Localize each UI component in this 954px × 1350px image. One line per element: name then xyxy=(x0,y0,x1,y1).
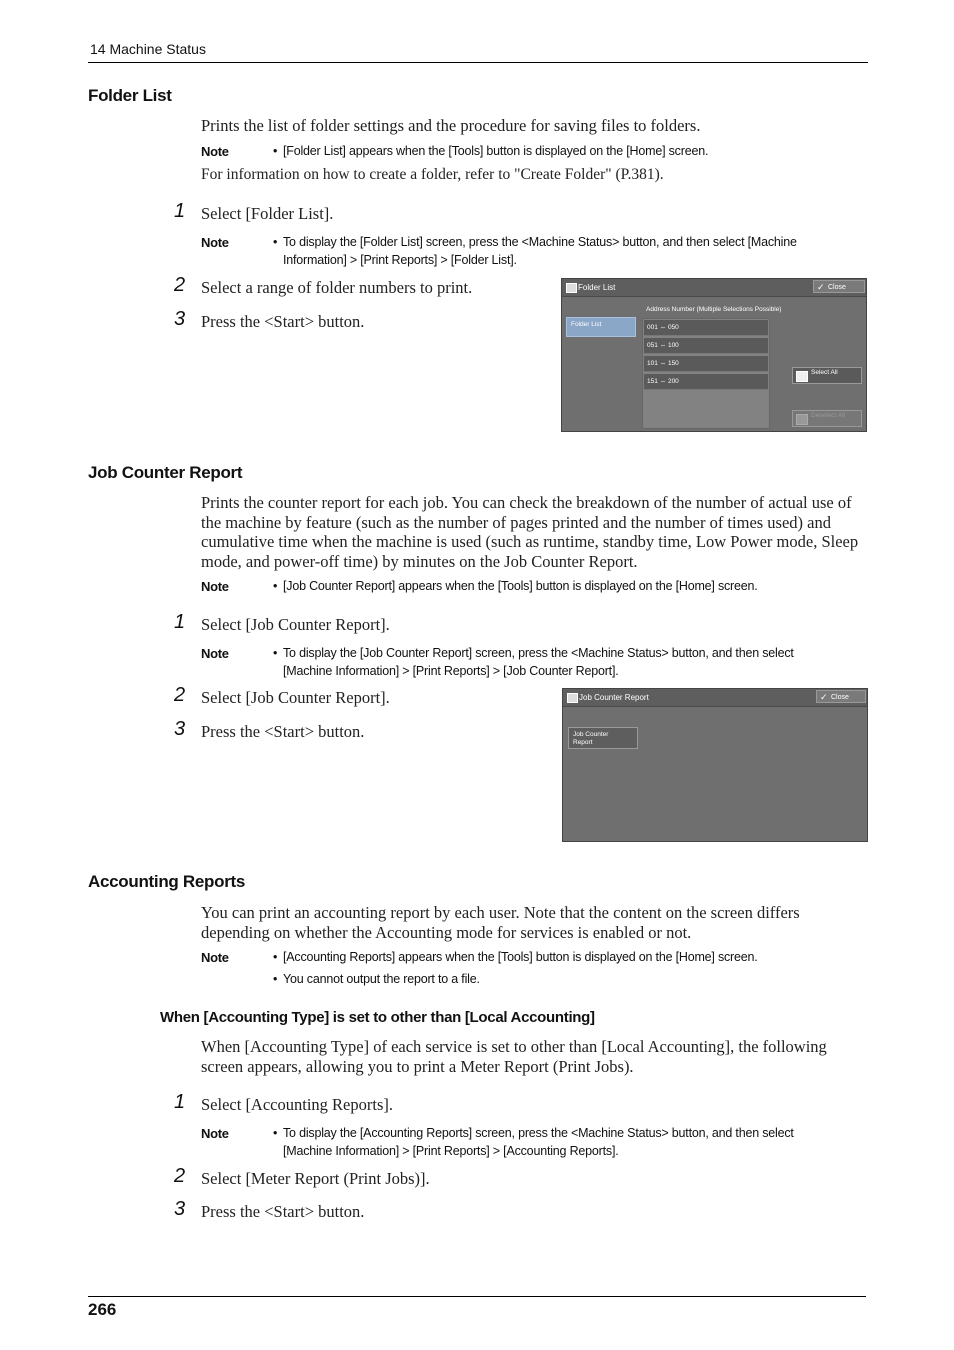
screen-title: Folder List xyxy=(578,283,616,292)
step-number: 3 xyxy=(174,1198,186,1220)
tab-folder-list[interactable]: Folder List xyxy=(566,317,636,337)
screen-title-bar xyxy=(563,689,867,707)
step-number: 1 xyxy=(174,200,186,222)
tab-job-counter-report[interactable]: Job Counter Report xyxy=(568,727,638,749)
address-number-label: Address Number (Multiple Selections Possible) xyxy=(646,306,782,313)
report-icon xyxy=(567,693,578,703)
bullet-icon: • xyxy=(273,646,278,660)
running-header: 14 Machine Status xyxy=(90,41,206,57)
note-label: Note xyxy=(201,235,229,250)
folder-list-heading: Folder List xyxy=(88,86,172,105)
job-counter-heading: Job Counter Report xyxy=(88,463,243,482)
note-text: • You cannot output the report to a file. xyxy=(273,971,863,989)
close-button[interactable]: ✓ Close xyxy=(813,280,865,293)
bullet-icon: • xyxy=(273,1126,278,1140)
note-text: • [Job Counter Report] appears when the [Tools] button is displayed on the [Home] screen. xyxy=(273,578,863,596)
footer-rule xyxy=(88,1296,866,1297)
step-text: Press the <Start> button. xyxy=(201,1202,365,1221)
note-text: • [Accounting Reports] appears when the [Tools] button is displayed on the [Home] screen. xyxy=(273,949,863,967)
screen-title: Job Counter Report xyxy=(579,693,649,702)
deselect-all-button[interactable]: Deselect All xyxy=(792,410,862,427)
screen-title-bar xyxy=(562,279,866,297)
step-number: 1 xyxy=(174,611,186,633)
range-item[interactable]: 051 ⇔ 100 xyxy=(644,338,768,354)
step-number: 1 xyxy=(174,1091,186,1113)
note-label: Note xyxy=(201,1126,229,1141)
folder-list-info: For information on how to create a folder, refer to "Create Folder" (P.381). xyxy=(201,166,664,183)
range-item[interactable]: 001 ⇔ 050 xyxy=(644,320,768,336)
accounting-sub-intro: When [Accounting Type] of each service is set to other than [Local Accounting], the following screen appears, allowing you to print a Meter Report (Print Jobs). xyxy=(201,1037,827,1076)
accounting-heading: Accounting Reports xyxy=(88,872,246,891)
note-text: • To display the [Accounting Reports] screen, press the <Machine Status> button, and then select [Machine Information] > [Print Reports] > [Accounting Reports]. xyxy=(273,1126,794,1158)
step-text: Select [Meter Report (Print Jobs)]. xyxy=(201,1169,430,1188)
check-icon: ✓ xyxy=(817,282,825,292)
deselect-all-icon xyxy=(796,414,808,425)
step-text: Press the <Start> button. xyxy=(201,722,365,741)
note-label: Note xyxy=(201,579,229,594)
step-text: Select [Accounting Reports]. xyxy=(201,1095,393,1114)
step-text: Press the <Start> button. xyxy=(201,312,365,331)
step-number: 2 xyxy=(174,684,186,706)
note-label: Note xyxy=(201,646,229,661)
note-text: • [Folder List] appears when the [Tools] button is displayed on the [Home] screen. xyxy=(273,143,863,161)
step-number: 2 xyxy=(174,274,186,296)
select-all-button[interactable]: Select All xyxy=(792,367,862,384)
step-number: 3 xyxy=(174,718,186,740)
folder-list-intro: Prints the list of folder settings and the procedure for saving files to folders. xyxy=(201,116,701,135)
bullet-icon: • xyxy=(273,144,278,158)
step-text: Select [Job Counter Report]. xyxy=(201,688,390,707)
note-text: • To display the [Job Counter Report] screen, press the <Machine Status> button, and then select [Machine Information] > [Print Reports] > [Job Counter Report]. xyxy=(273,646,794,678)
job-counter-screen xyxy=(562,688,868,842)
note-text: • To display the [Folder List] screen, press the <Machine Status> button, and then select [Machine Information] > [Print Reports] > [Folder List]. xyxy=(273,235,797,267)
bullet-icon: • xyxy=(273,235,278,249)
select-all-icon xyxy=(796,371,808,382)
header-rule xyxy=(88,62,868,63)
bullet-icon: • xyxy=(273,950,278,964)
accounting-subheading: When [Accounting Type] is set to other than [Local Accounting] xyxy=(160,1009,595,1026)
close-button[interactable]: ✓ Close xyxy=(816,690,866,703)
folder-list-screen xyxy=(561,278,867,432)
step-number: 3 xyxy=(174,308,186,330)
page-number: 266 xyxy=(88,1300,117,1319)
folder-icon xyxy=(566,283,577,293)
range-item[interactable]: 101 ⇔ 150 xyxy=(644,356,768,372)
step-number: 2 xyxy=(174,1165,186,1187)
check-icon: ✓ xyxy=(820,692,828,702)
note-label: Note xyxy=(201,950,229,965)
accounting-intro: You can print an accounting report by each user. Note that the content on the screen differs depending on whether the Accounting mode for services is enabled or not. xyxy=(201,903,800,942)
step-text: Select [Job Counter Report]. xyxy=(201,615,390,634)
note-label: Note xyxy=(201,144,229,159)
step-text: Select [Folder List]. xyxy=(201,204,334,223)
bullet-icon: • xyxy=(273,972,278,986)
range-list xyxy=(642,318,770,429)
range-item[interactable]: 151 ⇔ 200 xyxy=(644,374,768,390)
job-counter-intro: Prints the counter report for each job. You can check the breakdown of the number of actual use of the machine by feature (such as the number of pages printed and the number of times used) and cumulative time when the machine is used (such as runtime, standby time, Low Power mode, Sleep mode, and power-off time) by minutes on the Job Counter Report. xyxy=(201,493,859,571)
bullet-icon: • xyxy=(273,579,278,593)
step-text: Select a range of folder numbers to print. xyxy=(201,278,473,297)
